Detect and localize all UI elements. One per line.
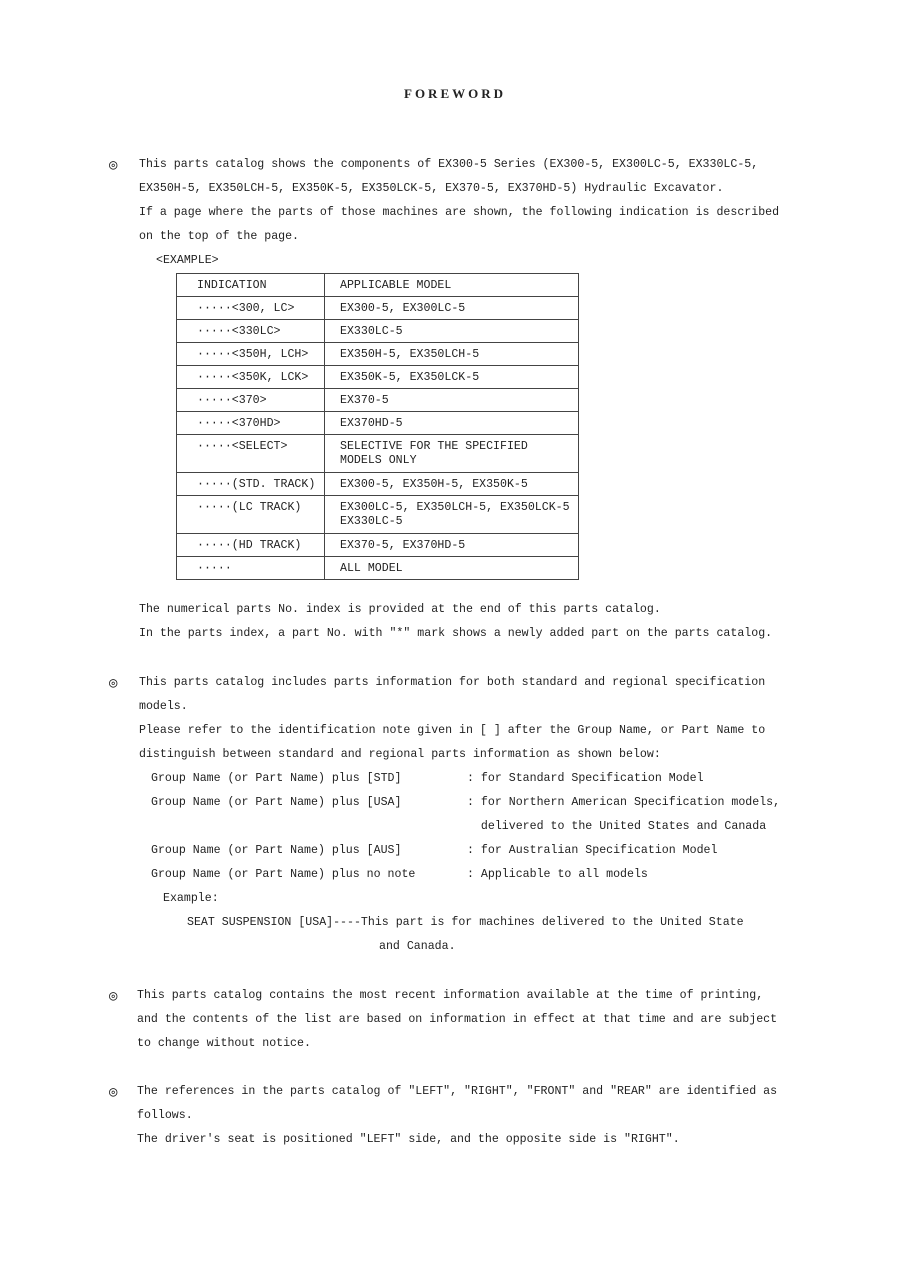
- table-cell: EX370-5, EX370HD-5: [325, 534, 579, 557]
- table-cell: ·····(STD. TRACK): [177, 473, 325, 496]
- paragraph-line: This parts catalog contains the most recent information available at the time of printing,: [137, 989, 764, 1002]
- note-description: : for Standard Specification Model: [467, 772, 704, 785]
- paragraph-line: The driver's seat is positioned "LEFT" side, and the opposite side is "RIGHT".: [137, 1133, 680, 1146]
- paragraph-line: The references in the parts catalog of "LEFT", "RIGHT", "FRONT" and "REAR" are identified as: [137, 1085, 778, 1098]
- bullet-icon: ◎: [109, 1085, 118, 1101]
- paragraph-line: If a page where the parts of those machines are shown, the following indication is described: [139, 206, 780, 219]
- example-label: Example:: [163, 892, 219, 905]
- note-description: : for Australian Specification Model: [467, 844, 718, 857]
- note-description: : Applicable to all models: [467, 868, 648, 881]
- table-cell: ·····<330LC>: [177, 320, 325, 343]
- bullet-icon: ◎: [109, 158, 118, 174]
- table-cell: EX370-5: [325, 389, 579, 412]
- table-row: [177, 412, 579, 435]
- paragraph-line: follows.: [137, 1109, 193, 1122]
- table-cell: ALL MODEL: [325, 557, 579, 580]
- table-cell: EX300-5, EX300LC-5: [325, 297, 579, 320]
- table-cell: ·····(HD TRACK): [177, 534, 325, 557]
- bullet-icon: ◎: [109, 989, 118, 1005]
- paragraph-line: EX350H-5, EX350LCH-5, EX350K-5, EX350LCK-5, EX370-5, EX370HD-5) Hydraulic Excavator.: [139, 182, 724, 195]
- table-row: [177, 343, 579, 366]
- table-header: APPLICABLE MODEL: [325, 274, 579, 297]
- indication-table: [176, 273, 579, 580]
- paragraph-line: distinguish between standard and regional parts information as shown below:: [139, 748, 661, 761]
- note-description: delivered to the United States and Canada: [467, 820, 767, 833]
- paragraph-line: The numerical parts No. index is provided at the end of this parts catalog.: [139, 603, 661, 616]
- paragraph-line: Please refer to the identification note given in [ ] after the Group Name, or Part Name to: [139, 724, 766, 737]
- table-cell: ·····<350H, LCH>: [177, 343, 325, 366]
- table-header: INDICATION: [177, 274, 325, 297]
- table-cell: EX300-5, EX350H-5, EX350K-5: [325, 473, 579, 496]
- table-cell: ·····<300, LC>: [177, 297, 325, 320]
- table-cell: ·····<SELECT>: [177, 435, 325, 473]
- table-header-row: [177, 274, 579, 297]
- table-cell: ·····: [177, 557, 325, 580]
- example-line: SEAT SUSPENSION [USA]----This part is for machines delivered to the United State: [187, 916, 744, 929]
- paragraph-line: In the parts index, a part No. with "*" mark shows a newly added part on the parts catalog.: [139, 627, 773, 640]
- table-row: [177, 435, 579, 473]
- table-row: [177, 297, 579, 320]
- table-row: [177, 557, 579, 580]
- table-cell: EX330LC-5: [325, 320, 579, 343]
- table-row: [177, 496, 579, 534]
- table-row: [177, 366, 579, 389]
- table-cell: ·····<370HD>: [177, 412, 325, 435]
- paragraph-line: to change without notice.: [137, 1037, 311, 1050]
- table-row: [177, 320, 579, 343]
- table-cell: ·····<350K, LCK>: [177, 366, 325, 389]
- note-label: Group Name (or Part Name) plus [STD]: [151, 772, 402, 785]
- example-label: <EXAMPLE>: [156, 254, 219, 267]
- table-row: [177, 473, 579, 496]
- page-title: FOREWORD: [404, 86, 506, 101]
- note-label: Group Name (or Part Name) plus no note: [151, 868, 416, 881]
- paragraph-line: This parts catalog includes parts information for both standard and regional specification: [139, 676, 766, 689]
- paragraph-line: and the contents of the list are based on information in effect at that time and are subject: [137, 1013, 778, 1026]
- paragraph-line: This parts catalog shows the components of EX300-5 Series (EX300-5, EX300LC-5, EX330LC-5,: [139, 158, 759, 171]
- bullet-icon: ◎: [109, 676, 118, 692]
- table-cell: EX300LC-5, EX350LCH-5, EX350LCK-5 EX330LC-5: [325, 496, 579, 534]
- note-label: Group Name (or Part Name) plus [AUS]: [151, 844, 402, 857]
- table-cell: EX350K-5, EX350LCK-5: [325, 366, 579, 389]
- table-cell: ·····(LC TRACK): [177, 496, 325, 534]
- table-cell: EX350H-5, EX350LCH-5: [325, 343, 579, 366]
- table-cell: ·····<370>: [177, 389, 325, 412]
- note-description: : for Northern American Specification models,: [467, 796, 781, 809]
- table-row: [177, 534, 579, 557]
- example-line: and Canada.: [379, 940, 456, 953]
- paragraph-line: models.: [139, 700, 188, 713]
- table-cell: SELECTIVE FOR THE SPECIFIED MODELS ONLY: [325, 435, 579, 473]
- table-row: [177, 389, 579, 412]
- note-label: Group Name (or Part Name) plus [USA]: [151, 796, 402, 809]
- paragraph-line: on the top of the page.: [139, 230, 300, 243]
- table-cell: EX370HD-5: [325, 412, 579, 435]
